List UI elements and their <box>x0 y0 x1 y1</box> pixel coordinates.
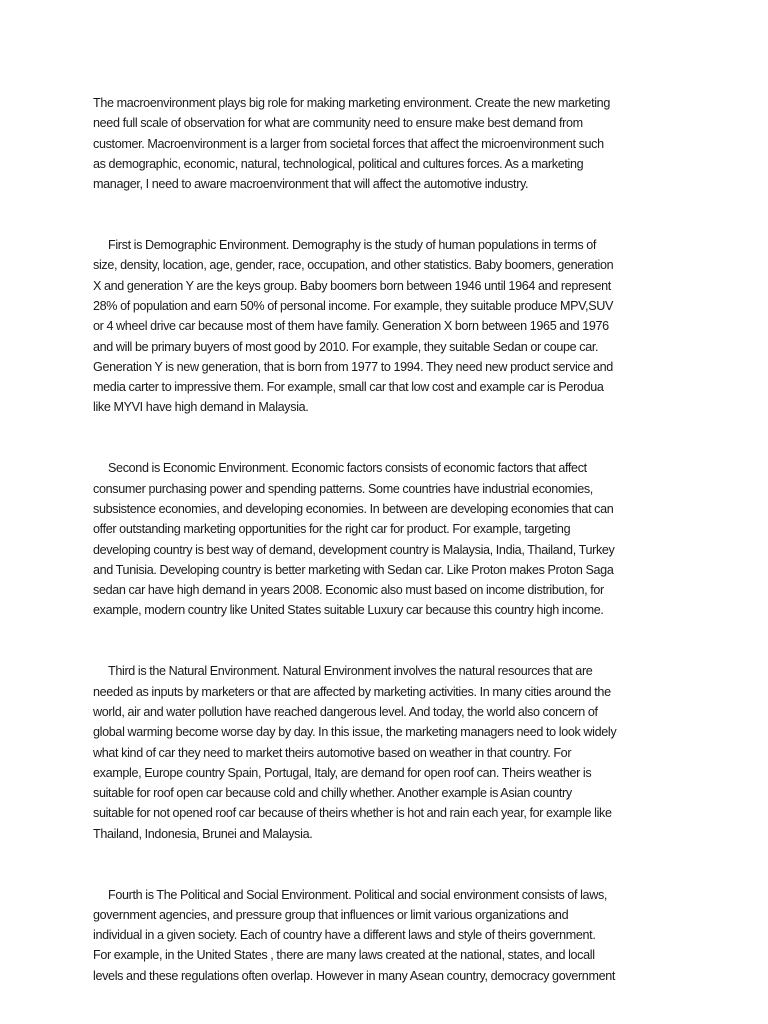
text-line: subsistence economies, and developing economies. In between are developing economies that can <box>93 501 614 516</box>
paragraph-economic <box>93 458 693 620</box>
text-line: what kind of car they need to market theirs automotive based on weather in that country. For <box>93 745 572 760</box>
text-line: need full scale of observation for what are community need to ensure make best demand from <box>93 116 583 131</box>
text-line: as demographic, economic, natural, technological, political and cultures forces. As a marketing <box>93 156 584 171</box>
text-line: Third is the Natural Environment. Natural Environment involves the natural resources that are <box>108 664 593 679</box>
document-body <box>93 93 693 986</box>
paragraph-intro <box>93 93 693 194</box>
text-line: needed as inputs by marketers or that are affected by marketing activities. In many cities around the <box>93 684 611 699</box>
paragraph-spacer <box>93 418 693 459</box>
text-line: Second is Economic Environment. Economic factors consists of economic factors that affect <box>108 461 587 476</box>
text-line: levels and these regulations often overlap. However in many Asean country, democracy government <box>93 968 616 983</box>
text-line: sedan car have high demand in years 2008. Economic also must based on income distribution, for <box>93 583 604 598</box>
text-line: The macroenvironment plays big role for making marketing environment. Create the new marketing <box>93 96 610 110</box>
text-line: global warming become worse day by day. In this issue, the marketing managers need to look widely <box>93 725 617 740</box>
paragraph-demographic <box>93 235 693 418</box>
text-line: media carter to impressive them. For example, small car that low cost and example car is Perodua <box>93 380 604 395</box>
paragraph-spacer <box>93 844 693 885</box>
text-line: example, Europe country Spain, Portugal, Italy, are demand for open roof can. Theirs weather is <box>93 765 592 780</box>
paragraph-spacer <box>93 621 693 662</box>
text-line: Fourth is The Political and Social Environment. Political and social environment consists of laws, <box>108 887 608 902</box>
paragraph-natural <box>93 661 693 844</box>
paragraph-political <box>93 885 693 986</box>
text-line: example, modern country like United States suitable Luxury car because this country high income. <box>93 603 604 618</box>
text-line: size, density, location, age, gender, race, occupation, and other statistics. Baby boomers, generation <box>93 258 614 273</box>
text-line: or 4 wheel drive car because most of them have family. Generation X born between 1965 and 1976 <box>93 319 609 334</box>
text-line: 28% of population and earn 50% of personal income. For example, they suitable produce MPV,SUV <box>93 298 614 313</box>
text-line: individual in a given society. Each of country have a different laws and style of theirs government. <box>93 928 596 943</box>
text-line: like MYVI have high demand in Malaysia. <box>93 400 309 415</box>
text-line: government agencies, and pressure group that influences or limit various organizations and <box>93 907 569 922</box>
text-line: and Tunisia. Developing country is better marketing with Sedan car. Like Proton makes Proton Saga <box>93 562 614 577</box>
text-line: customer. Macroenvironment is a larger from societal forces that affect the microenvironment such <box>93 136 604 151</box>
paragraph-spacer <box>93 194 693 235</box>
text-line: Thailand, Indonesia, Brunei and Malaysia. <box>93 826 313 841</box>
text-line: offer outstanding marketing opportunities for the right car for product. For example, targeting <box>93 522 571 537</box>
text-line: suitable for not opened roof car because of theirs whether is hot and rain each year, for example like <box>93 806 612 821</box>
text-line: Generation Y is new generation, that is born from 1977 to 1994. They need new product service and <box>93 359 613 374</box>
text-line: X and generation Y are the keys group. Baby boomers born between 1946 until 1964 and represent <box>93 278 611 293</box>
text-line: First is Demographic Environment. Demography is the study of human populations in terms of <box>108 238 597 253</box>
text-line: For example, in the United States , there are many laws created at the national, states, and locall <box>93 948 595 963</box>
text-line: world, air and water pollution have reached dangerous level. And today, the world also concern of <box>93 704 598 719</box>
text-line: developing country is best way of demand, development country is Malaysia, India, Thailand, Turkey <box>93 542 615 557</box>
text-line: manager, I need to aware macroenvironment that will affect the automotive industry. <box>93 177 529 192</box>
text-line: and will be primary buyers of most good by 2010. For example, they suitable Sedan or coupe car. <box>93 339 599 354</box>
text-line: suitable for roof open car because cold and chilly whether. Another example is Asian country <box>93 786 572 801</box>
text-line: consumer purchasing power and spending patterns. Some countries have industrial economies, <box>93 481 593 496</box>
